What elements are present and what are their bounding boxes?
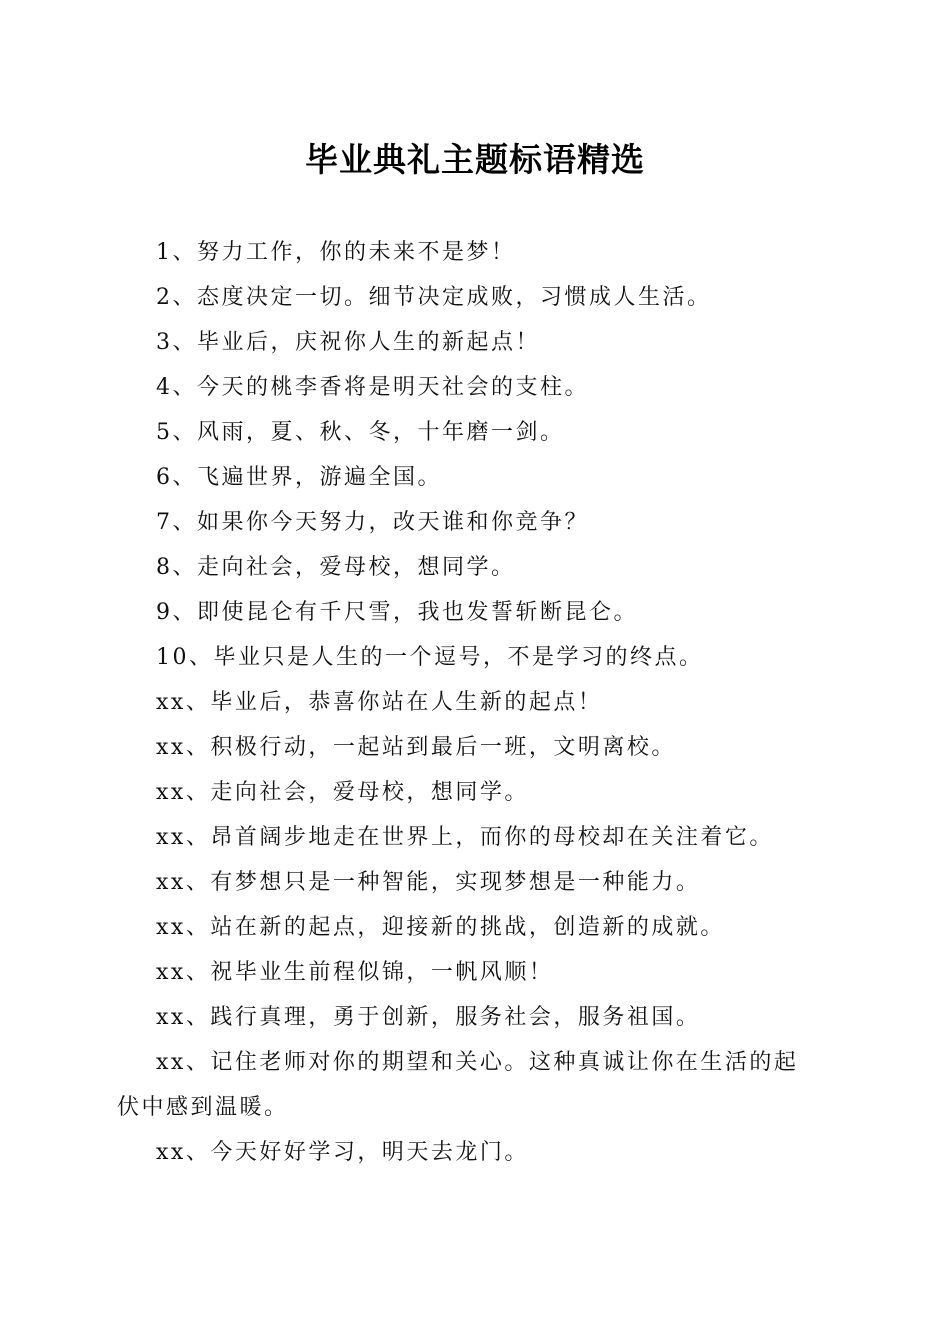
slogan-line: xx、记住老师对你的期望和关心。这种真诚让你在生活的起 — [156, 1050, 799, 1075]
slogan-line: xx、践行真理，勇于创新，服务社会，服务祖国。 — [156, 1005, 701, 1030]
slogan-line: xx、积极行动，一起站到最后一班，文明离校。 — [156, 735, 676, 760]
slogan-line: 4、今天的桃李香将是明天社会的支柱。 — [156, 375, 589, 400]
slogan-line: xx、今天好好学习，明天去龙门。 — [156, 1140, 529, 1165]
slogan-line: 1、努力工作，你的未来不是梦！ — [156, 240, 516, 265]
slogan-line: xx、祝毕业生前程似锦，一帆风顺！ — [156, 960, 554, 985]
slogan-line: 5、风雨，夏、秋、冬，十年磨一剑。 — [156, 420, 565, 445]
slogan-line: xx、昂首阔步地走在世界上，而你的母校却在关注着它。 — [156, 825, 774, 850]
slogan-line: 9、即使昆仑有千尺雪，我也发誓斩断昆仑。 — [156, 600, 638, 625]
slogan-line: xx、走向社会，爱母校，想同学。 — [156, 780, 529, 805]
slogan-line: xx、站在新的起点，迎接新的挑战，创造新的成就。 — [156, 915, 725, 940]
slogan-list — [117, 230, 837, 1175]
slogan-line: 3、毕业后，庆祝你人生的新起点！ — [156, 330, 540, 355]
slogan-line: xx、毕业后，恭喜你站在人生新的起点！ — [156, 690, 603, 715]
slogan-line: 7、如果你今天努力，改天谁和你竞争？ — [156, 510, 589, 535]
slogan-line: xx、有梦想只是一种智能，实现梦想是一种能力。 — [156, 870, 701, 895]
document-title: 毕业典礼主题标语精选 — [305, 140, 645, 179]
slogan-line: 6、飞遍世界，游遍全国。 — [156, 465, 442, 490]
slogan-line-continuation: 伏中感到温暖。 — [117, 1095, 289, 1120]
slogan-line: 10、毕业只是人生的一个逗号，不是学习的终点。 — [156, 645, 704, 670]
slogan-line: 2、态度决定一切。细节决定成败，习惯成人生活。 — [156, 285, 712, 310]
slogan-line: 8、走向社会，爱母校，想同学。 — [156, 555, 516, 580]
